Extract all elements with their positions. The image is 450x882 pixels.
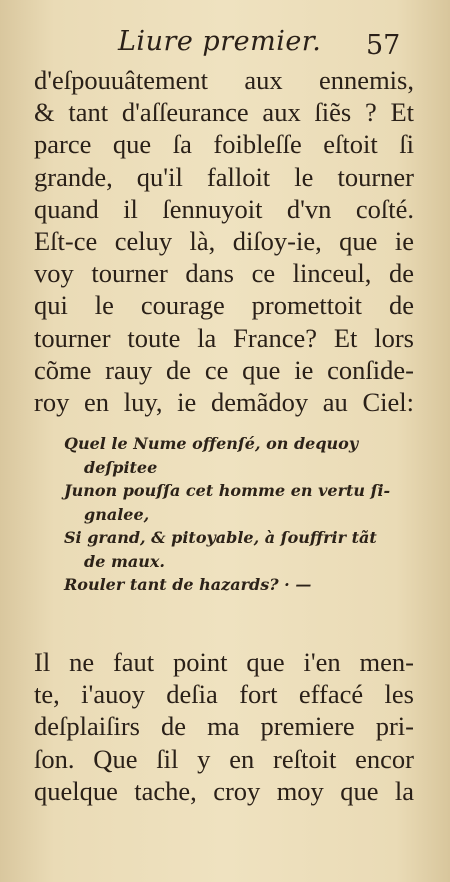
text-line: Eſt-ce celuy là, diſoy-ie, que ie	[34, 226, 414, 257]
text-line: voy tourner dans ce linceul, de	[34, 258, 414, 289]
text-line: qui le courage promettoit de	[34, 290, 414, 321]
text-line: parce que ſa foibleſſe eſtoit ſi	[34, 129, 414, 160]
verse-line: Si grand, & pitoyable, à ſouffrir tãt	[64, 528, 377, 547]
text-line: & tant d'aſſeurance aux ſiẽs ? Et	[34, 97, 414, 128]
verse-line: Rouler tant de hazards? · —	[64, 575, 312, 594]
verse-line: de maux.	[84, 551, 165, 571]
text-line: tourner toute la France? Et lors	[34, 322, 414, 353]
text-line: deſplaiſirs de ma premiere pri-	[34, 711, 414, 742]
page-header	[0, 26, 450, 66]
paragraph-2	[34, 646, 414, 807]
text-line: cõme rauy de ce que ie conſide-	[34, 354, 414, 385]
verse-line: deſpitee	[84, 457, 158, 477]
text-line: quelque tache, croy moy que la	[34, 775, 414, 806]
verse-line: Junon pouſſa cet homme en vertu ſi-	[64, 481, 391, 500]
text-line: d'eſpouuâtement aux ennemis,	[34, 65, 414, 95]
text-line: Il ne faut point que i'en men-	[34, 647, 414, 677]
text-line: roy en luy, ie demãdoy au Ciel:	[34, 387, 414, 418]
text-line: grande, qu'il falloit le tourner	[34, 161, 414, 192]
page-number: 57	[366, 30, 401, 61]
verse-line: Quel le Nume offenſé, on dequoy	[64, 434, 359, 453]
text-line: te, i'auoy deſia fort effacé les	[34, 679, 414, 710]
verse-line: gnalee,	[84, 504, 150, 524]
paragraph-1	[34, 64, 414, 418]
text-line: ſon. Que ſil y en reſtoit encor	[34, 743, 414, 774]
verse-quotation	[64, 432, 414, 597]
running-title: Liure premier.	[118, 26, 322, 57]
text-line: quand il ſennuyoit d'vn coſté.	[34, 193, 414, 224]
